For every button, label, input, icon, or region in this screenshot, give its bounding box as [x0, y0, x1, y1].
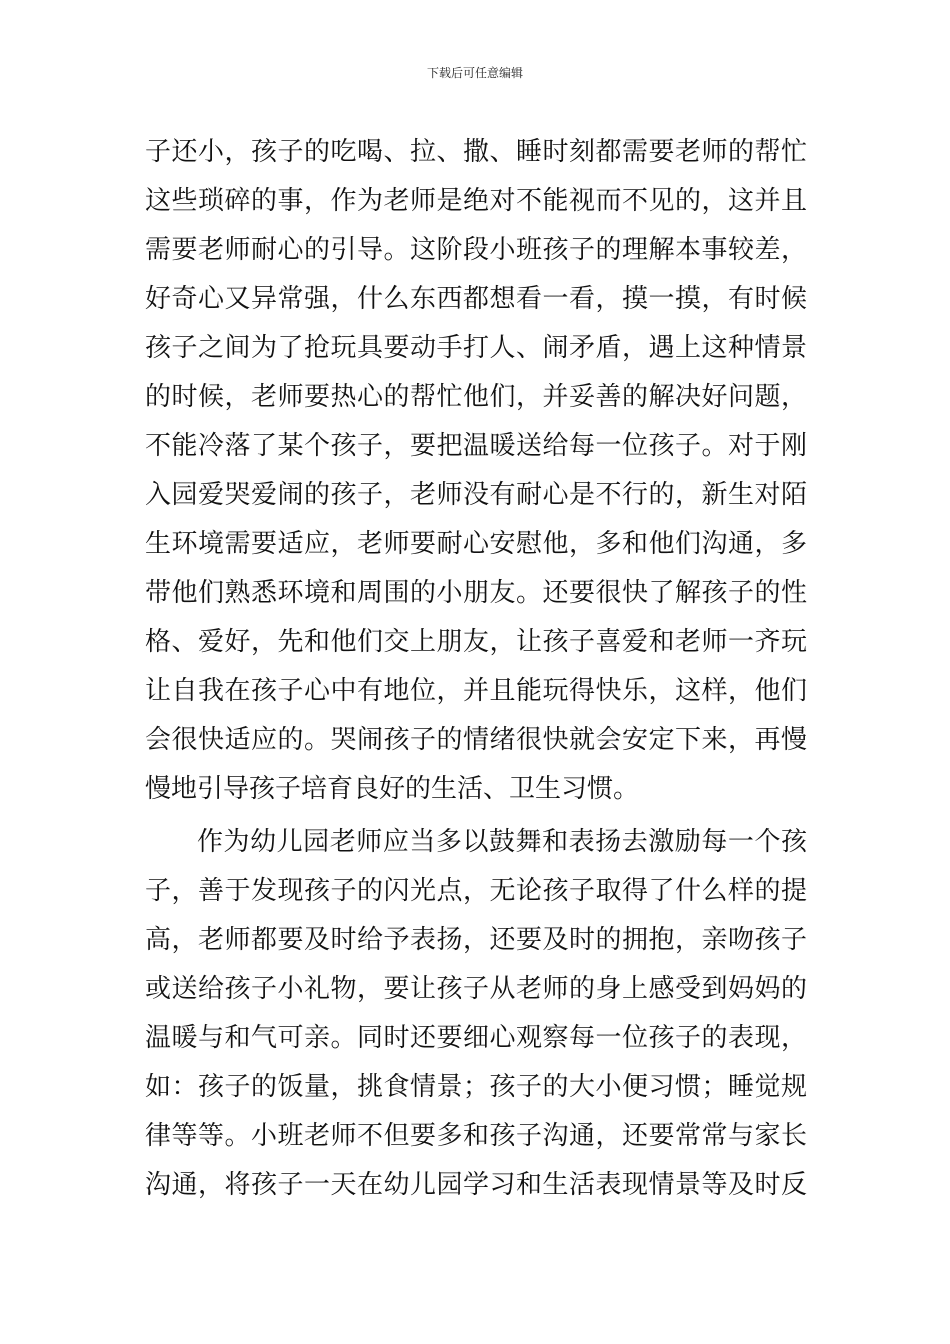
text-line: 生环境需要适应，老师要耐心安慰他，多和他们沟通，多 [145, 529, 807, 559]
text-line: 入园爱哭爱闹的孩子，老师没有耐心是不行的，新生对陌 [145, 480, 807, 510]
text-line: 或送给孩子小礼物，要让孩子从老师的身上感受到妈妈的 [145, 974, 807, 1004]
paragraph-2 [145, 818, 807, 1210]
text-line: 会很快适应的。哭闹孩子的情绪很快就会安定下来，再慢 [145, 725, 807, 755]
text-line: 律等等。小班老师不但要多和孩子沟通，还要常常与家长 [145, 1121, 807, 1151]
page-header: 下载后可任意编辑 [426, 66, 523, 80]
text-line: 格、爱好，先和他们交上朋友，让孩子喜爱和老师一齐玩 [145, 627, 807, 657]
body-text [145, 128, 807, 1210]
text-line: 作为幼儿园老师应当多以鼓舞和表扬去激励每一个孩 [197, 827, 807, 857]
text-line: 孩子之间为了抢玩具要动手打人、闹矛盾，遇上这种情景 [145, 333, 807, 363]
text-line: 子还小，孩子的吃喝、拉、撒、睡时刻都需要老师的帮忙 [145, 137, 807, 167]
paragraph-1 [145, 128, 807, 814]
text-line: 这些琐碎的事，作为老师是绝对不能视而不见的，这并且 [145, 186, 807, 216]
text-line: 如：孩子的饭量，挑食情景；孩子的大小便习惯；睡觉规 [145, 1072, 807, 1102]
text-line: 不能冷落了某个孩子，要把温暖送给每一位孩子。对于刚 [145, 431, 807, 461]
text-line: 温暖与和气可亲。同时还要细心观察每一位孩子的表现， [145, 1023, 807, 1053]
text-line: 让自我在孩子心中有地位，并且能玩得快乐，这样，他们 [145, 676, 807, 706]
text-line: 的时候，老师要热心的帮忙他们，并妥善的解决好问题， [145, 382, 807, 412]
text-line: 高，老师都要及时给予表扬，还要及时的拥抱，亲吻孩子 [145, 925, 807, 955]
text-line: 带他们熟悉环境和周围的小朋友。还要很快了解孩子的性 [145, 578, 807, 608]
text-line: 好奇心又异常强，什么东西都想看一看，摸一摸，有时候 [145, 284, 807, 314]
text-line: 沟通，将孩子一天在幼儿园学习和生活表现情景等及时反 [145, 1170, 807, 1200]
text-line: 子，善于发现孩子的闪光点，无论孩子取得了什么样的提 [145, 876, 807, 906]
text-line: 需要老师耐心的引导。这阶段小班孩子的理解本事较差， [145, 235, 807, 265]
text-line: 慢地引导孩子培育良好的生活、卫生习惯。 [145, 774, 640, 804]
